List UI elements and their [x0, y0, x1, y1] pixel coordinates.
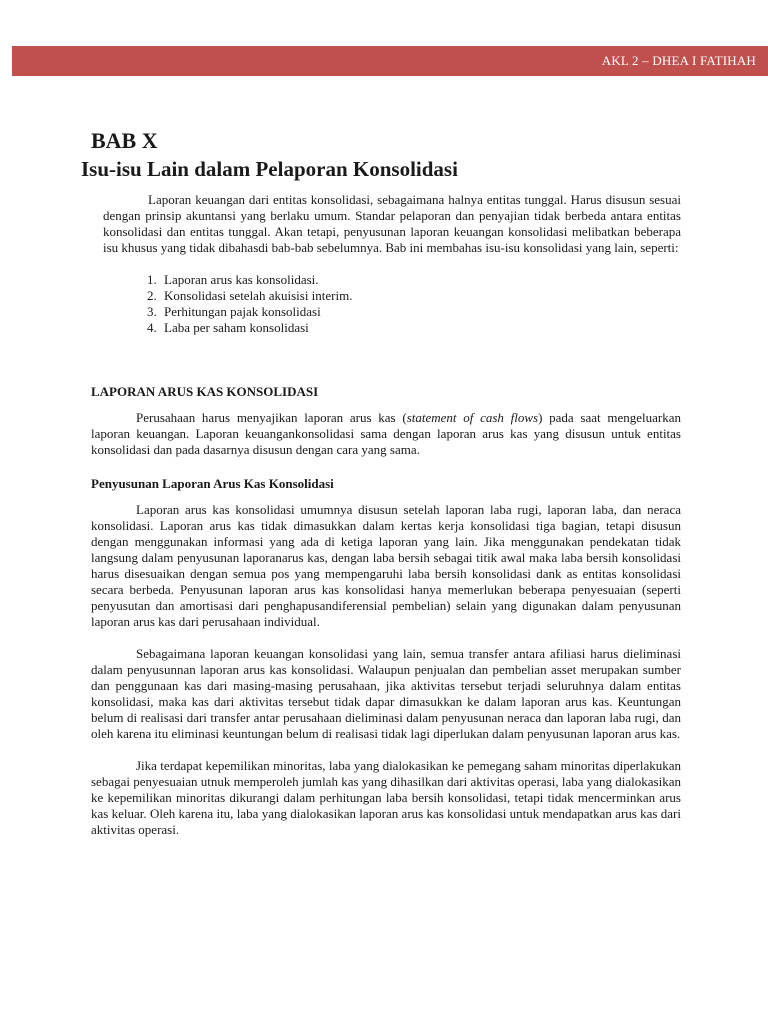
- document-body: [81, 128, 681, 838]
- paragraph: Jika terdapat kepemilikan minoritas, laba yang dialokasikan ke pemegang saham minoritas diperlakukan sebagai penyesuaian utnuk memperoleh jumlah kas yang dihasilkan dari aktivitas operasi, laba yang dialokasikan ke kepemilikan minoritas dikurangi dalam perhitungan laba bersih konsolidasi, tetapi tidak mencerminkan arus kas keluar. Oleh karena itu, laba yang dialokasikan laporan arus kas konsolidasi untuk mendapatkan arus kas dari aktivitas operasi.: [91, 758, 681, 837]
- chapter-title: Isu-isu Lain dalam Pelaporan Konsolidasi: [81, 157, 458, 181]
- topic-list: [147, 272, 681, 336]
- paragraph: Laporan arus kas konsolidasi umumnya disusun setelah laporan laba rugi, laporan laba, dan neraca konsolidasi. Laporan arus kas tidak dimasukkan dalam kertas kerja konsolidasi tiga bagian, tetapi disusun dengan menggunakan informasi yang ada di ketiga laporan yang lain. Jika menggunakan pendekatan tidak langsung dalam penyusunan laporanarus kas, dengan laba bersih sebagai titik awal maka laba bersih konsolidasi harus disesuaikan dengan semua pos yang mempengaruhi laba bersih konsolidasi dank as entitas konsolidasi secara berbeda. Penyusunan laporan arus kas konsolidasi hanya memerlukan beberapa penyesuaian (seperti penyusutan dan amortisasi dari penghapusandiferensial pembelian) selain yang digunakan dalam penyusunan laporan arus kas dari perusahaan individual.: [91, 502, 681, 629]
- list-item: 1. Laporan arus kas konsolidasi.: [147, 272, 319, 287]
- chapter-number: BAB X: [91, 128, 158, 153]
- paragraph: Sebagaimana laporan keuangan konsolidasi yang lain, semua transfer antara afiliasi harus dieliminasi dalam penyusunnan laporan arus kas konsolidasi. Walaupun penjualan dan pembelian asset merupakan sumber dan penggunaan kas dari masing-masing perusahaan, jika aktivitas tersebut terjadi seluruhnya dalam entitas konsolidasi, maka kas dari aktivitas tersebut tidak dapar dimasukkan ke dalam laporan arus kas. Keuntungan belum di realisasi dari transfer antar perusahaan dieliminasi dalam penyusunan neraca dan laporan laba rugi, dan oleh karena itu eliminasi keuntungan belum di realisasi tidak lagi diperlukan dalam penyusunan laporan arus kas.: [91, 646, 681, 741]
- header-bar: [12, 46, 768, 76]
- sub-heading: Penyusunan Laporan Arus Kas Konsolidasi: [91, 476, 334, 491]
- paragraph: Perusahaan harus menyajikan laporan arus kas (statement of cash flows) pada saat mengeluarkan laporan keuangan. Laporan keuangankonsolidasi sama dengan laporan arus kas yang disusun untuk entitas konsolidasi dan pada dasarnya disusun dengan cara yang sama.: [91, 410, 681, 457]
- header-text: AKL 2 – DHEA I FATIHAH: [601, 53, 756, 68]
- list-item: 4. Laba per saham konsolidasi: [147, 320, 309, 335]
- section-heading: LAPORAN ARUS KAS KONSOLIDASI: [91, 384, 319, 399]
- italic-term: statement of cash flows: [406, 410, 539, 425]
- intro-paragraph: Laporan keuangan dari entitas konsolidasi, sebagaimana halnya entitas tunggal. Harus disusun sesuai dengan prinsip akuntansi yang berlaku umum. Standar pelaporan dan penyajian tidak berbeda antara entitas konsolidasi dan entitas tunggal. Akan tetapi, penyusunan laporan keuangan konsolidasi melibatkan beberapa isu khusus yang tidak dibahasdi bab-bab sebelumnya. Bab ini membahas isu-isu konsolidasi yang lain, seperti:: [103, 192, 681, 255]
- list-item: 3. Perhitungan pajak konsolidasi: [147, 304, 321, 319]
- list-item: 2. Konsolidasi setelah akuisisi interim.: [147, 288, 353, 303]
